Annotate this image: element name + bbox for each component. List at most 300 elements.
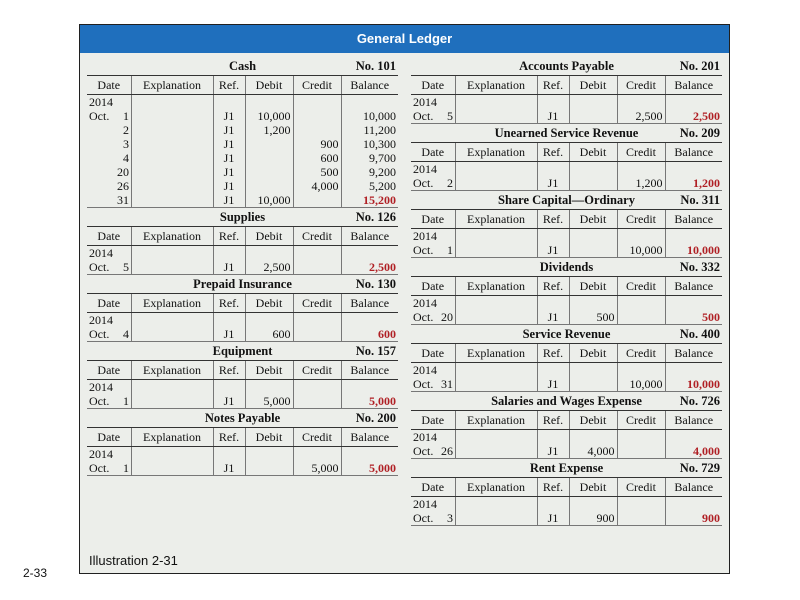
credit-cell — [617, 310, 665, 325]
empty-cell — [537, 229, 569, 244]
column-header: Ref. — [537, 478, 569, 497]
empty-cell — [569, 363, 617, 378]
credit-cell: 10,000 — [617, 243, 665, 258]
account-name: Equipment — [212, 344, 273, 358]
year-row — [411, 162, 722, 177]
empty-cell — [341, 95, 398, 110]
column-header: Debit — [245, 227, 293, 246]
column-header: Date — [87, 428, 131, 447]
debit-cell: 10,000 — [245, 193, 293, 208]
explanation-cell — [131, 260, 213, 275]
explanation-cell — [455, 109, 537, 124]
ref-cell: J1 — [213, 193, 245, 208]
column-header: Balance — [341, 428, 398, 447]
year-row — [87, 380, 398, 395]
debit-cell: 900 — [569, 511, 617, 526]
ref-cell: J1 — [537, 444, 569, 459]
explanation-cell — [455, 243, 537, 258]
ledger-entry-row — [411, 377, 722, 392]
column-header: Ref. — [537, 277, 569, 296]
year-row — [411, 229, 722, 244]
date-day: 20 — [441, 310, 453, 324]
account-name: Rent Expense — [529, 461, 604, 475]
credit-cell: 1,200 — [617, 176, 665, 191]
account-header — [87, 208, 398, 226]
account-table — [411, 410, 722, 459]
ledger-account — [87, 57, 398, 208]
ledger-account — [411, 124, 722, 191]
ledger-account — [411, 258, 722, 325]
empty-cell — [245, 380, 293, 395]
date-day: 1 — [123, 394, 129, 408]
credit-cell: 5,000 — [293, 461, 341, 476]
ref-cell: J1 — [537, 377, 569, 392]
ledger-entry-row — [87, 123, 398, 137]
column-header: Ref. — [537, 411, 569, 430]
empty-cell — [213, 313, 245, 328]
credit-cell: 2,500 — [617, 109, 665, 124]
column-header: Date — [411, 143, 455, 162]
empty-cell — [455, 363, 537, 378]
empty-cell — [131, 447, 213, 462]
year-row — [87, 313, 398, 328]
date-day: 26 — [117, 179, 129, 193]
date-month: Oct. — [89, 461, 110, 475]
column-header: Balance — [341, 361, 398, 380]
account-table — [411, 209, 722, 258]
column-header: Ref. — [213, 294, 245, 313]
empty-cell — [665, 363, 722, 378]
balance-cell: 2,500 — [665, 109, 722, 124]
date-month: Oct. — [413, 109, 434, 123]
column-header: Debit — [245, 76, 293, 95]
column-header-row — [411, 76, 722, 95]
column-header: Debit — [569, 411, 617, 430]
column-header: Credit — [617, 76, 665, 95]
empty-cell — [341, 447, 398, 462]
account-name: Cash — [228, 59, 257, 73]
column-header: Ref. — [213, 361, 245, 380]
column-header: Balance — [665, 344, 722, 363]
empty-cell — [293, 95, 341, 110]
year-cell: 2014 — [413, 497, 437, 511]
column-header: Explanation — [455, 344, 537, 363]
ledger-entry-row — [87, 137, 398, 151]
column-header-row — [411, 411, 722, 430]
empty-cell — [341, 246, 398, 261]
column-header: Debit — [245, 361, 293, 380]
empty-cell — [455, 162, 537, 177]
ledger-account — [411, 191, 722, 258]
ref-cell: J1 — [537, 243, 569, 258]
empty-cell — [569, 229, 617, 244]
column-header: Explanation — [131, 428, 213, 447]
empty-cell — [131, 246, 213, 261]
explanation-cell — [455, 511, 537, 526]
column-header: Credit — [617, 478, 665, 497]
empty-cell — [617, 497, 665, 512]
balance-cell: 5,000 — [341, 461, 398, 476]
date-month: Oct. — [413, 511, 434, 525]
empty-cell — [665, 296, 722, 311]
column-header: Balance — [665, 277, 722, 296]
year-row — [411, 95, 722, 110]
column-header: Balance — [665, 210, 722, 229]
column-header: Explanation — [131, 76, 213, 95]
left-accounts-column — [87, 57, 398, 476]
empty-cell — [665, 162, 722, 177]
ref-cell: J1 — [537, 310, 569, 325]
empty-cell — [537, 497, 569, 512]
date-cell — [411, 511, 455, 526]
column-header: Date — [411, 277, 455, 296]
column-header: Credit — [617, 277, 665, 296]
date-cell — [411, 109, 455, 124]
empty-cell — [617, 296, 665, 311]
column-header: Explanation — [455, 210, 537, 229]
empty-cell — [293, 447, 341, 462]
column-header: Debit — [245, 428, 293, 447]
empty-cell — [293, 313, 341, 328]
column-header: Explanation — [455, 478, 537, 497]
date-month: Oct. — [89, 260, 110, 274]
explanation-cell — [131, 137, 213, 151]
date-day: 1 — [123, 461, 129, 475]
column-header: Debit — [569, 478, 617, 497]
empty-cell — [245, 246, 293, 261]
column-header: Explanation — [455, 277, 537, 296]
ref-cell: J1 — [213, 165, 245, 179]
date-month: Oct. — [413, 310, 434, 324]
date-cell — [87, 260, 131, 275]
year-row — [411, 363, 722, 378]
ref-cell: J1 — [213, 109, 245, 123]
balance-cell: 5,200 — [341, 179, 398, 193]
ledger-account — [411, 325, 722, 392]
column-header: Credit — [293, 361, 341, 380]
account-table — [411, 477, 722, 526]
ledger-entry-row — [87, 394, 398, 409]
ledger-entry-row — [87, 165, 398, 179]
column-header-row — [411, 478, 722, 497]
balance-cell: 4,000 — [665, 444, 722, 459]
column-header: Balance — [341, 294, 398, 313]
column-header: Explanation — [131, 361, 213, 380]
column-header: Balance — [665, 411, 722, 430]
empty-cell — [455, 229, 537, 244]
ledger-entry-row — [87, 151, 398, 165]
ledger-entry-row — [87, 193, 398, 208]
ledger-account — [87, 208, 398, 275]
account-number: No. 157 — [355, 344, 396, 358]
column-header: Credit — [293, 227, 341, 246]
year-cell: 2014 — [413, 430, 437, 444]
date-day: 2 — [123, 123, 129, 137]
column-header-row — [411, 344, 722, 363]
credit-cell: 10,000 — [617, 377, 665, 392]
year-row — [411, 430, 722, 445]
column-header: Debit — [569, 277, 617, 296]
column-header: Ref. — [213, 428, 245, 447]
column-header: Debit — [569, 76, 617, 95]
empty-cell — [131, 380, 213, 395]
explanation-cell — [131, 123, 213, 137]
date-day: 4 — [123, 327, 129, 341]
column-header: Explanation — [131, 294, 213, 313]
empty-cell — [293, 380, 341, 395]
ledger-account — [87, 409, 398, 476]
account-table — [411, 343, 722, 392]
account-header — [411, 258, 722, 276]
empty-cell — [245, 313, 293, 328]
balance-cell: 15,200 — [341, 193, 398, 208]
date-cell — [87, 394, 131, 409]
empty-cell — [617, 229, 665, 244]
empty-cell — [455, 296, 537, 311]
year-cell: 2014 — [89, 246, 113, 260]
empty-cell — [131, 95, 213, 110]
column-header-row — [411, 210, 722, 229]
empty-cell — [131, 313, 213, 328]
balance-cell: 600 — [341, 327, 398, 342]
column-header: Date — [411, 76, 455, 95]
right-accounts-column — [411, 57, 722, 526]
empty-cell — [569, 296, 617, 311]
ref-cell: J1 — [213, 137, 245, 151]
column-header: Date — [87, 227, 131, 246]
debit-cell — [569, 176, 617, 191]
empty-cell — [665, 497, 722, 512]
empty-cell — [293, 246, 341, 261]
account-number: No. 201 — [679, 59, 720, 73]
balance-cell: 1,200 — [665, 176, 722, 191]
column-header: Credit — [293, 76, 341, 95]
year-row — [411, 296, 722, 311]
column-header-row — [411, 277, 722, 296]
debit-cell: 4,000 — [569, 444, 617, 459]
explanation-cell — [131, 394, 213, 409]
empty-cell — [213, 380, 245, 395]
date-cell — [411, 310, 455, 325]
date-cell — [87, 461, 131, 476]
date-cell — [411, 176, 455, 191]
explanation-cell — [131, 327, 213, 342]
empty-cell — [213, 246, 245, 261]
column-header-row — [87, 361, 398, 380]
debit-cell — [245, 461, 293, 476]
balance-cell: 10,000 — [341, 109, 398, 123]
ref-cell: J1 — [213, 123, 245, 137]
date-month: Oct. — [89, 394, 110, 408]
empty-cell — [665, 229, 722, 244]
balance-cell: 5,000 — [341, 394, 398, 409]
ledger-entry-row — [411, 310, 722, 325]
empty-cell — [213, 95, 245, 110]
ref-cell: J1 — [213, 179, 245, 193]
balance-cell: 500 — [665, 310, 722, 325]
account-header — [87, 342, 398, 360]
date-cell — [87, 151, 131, 165]
empty-cell — [569, 95, 617, 110]
explanation-cell — [131, 193, 213, 208]
debit-cell: 2,500 — [245, 260, 293, 275]
date-day: 5 — [123, 260, 129, 274]
empty-cell — [569, 497, 617, 512]
column-header: Balance — [665, 143, 722, 162]
ref-cell: J1 — [213, 260, 245, 275]
explanation-cell — [455, 377, 537, 392]
column-header: Ref. — [213, 227, 245, 246]
account-name: Unearned Service Revenue — [494, 126, 639, 140]
account-header — [411, 57, 722, 75]
credit-cell — [293, 260, 341, 275]
debit-cell — [569, 377, 617, 392]
account-table — [87, 226, 398, 275]
empty-cell — [665, 95, 722, 110]
empty-cell — [455, 95, 537, 110]
ledger-entry-row — [411, 511, 722, 526]
year-row — [87, 246, 398, 261]
empty-cell — [341, 380, 398, 395]
ledger-account — [411, 392, 722, 459]
account-number: No. 729 — [679, 461, 720, 475]
column-header: Date — [87, 294, 131, 313]
date-day: 1 — [123, 109, 129, 123]
year-cell: 2014 — [89, 447, 113, 461]
column-header: Credit — [293, 428, 341, 447]
year-row — [411, 497, 722, 512]
date-day: 3 — [123, 137, 129, 151]
explanation-cell — [131, 109, 213, 123]
column-header: Date — [411, 344, 455, 363]
account-name: Notes Payable — [204, 411, 281, 425]
empty-cell — [455, 430, 537, 445]
account-header — [411, 191, 722, 209]
date-day: 5 — [447, 109, 453, 123]
ref-cell: J1 — [213, 327, 245, 342]
balance-cell: 11,200 — [341, 123, 398, 137]
account-name: Supplies — [219, 210, 266, 224]
date-day: 2 — [447, 176, 453, 190]
balance-cell: 10,000 — [665, 243, 722, 258]
column-header: Credit — [617, 210, 665, 229]
account-name: Share Capital—Ordinary — [498, 193, 635, 207]
column-header-row — [87, 428, 398, 447]
column-header: Explanation — [131, 227, 213, 246]
column-header: Credit — [293, 294, 341, 313]
account-number: No. 311 — [680, 193, 720, 207]
account-header — [411, 392, 722, 410]
account-number: No. 332 — [679, 260, 720, 274]
year-cell: 2014 — [413, 296, 437, 310]
empty-cell — [617, 363, 665, 378]
empty-cell — [341, 313, 398, 328]
year-cell: 2014 — [413, 95, 437, 109]
date-cell — [87, 137, 131, 151]
column-header-row — [87, 76, 398, 95]
debit-cell: 600 — [245, 327, 293, 342]
ledger-entry-row — [87, 109, 398, 123]
ledger-entry-row — [87, 461, 398, 476]
date-month: Oct. — [89, 109, 110, 123]
explanation-cell — [455, 444, 537, 459]
ref-cell: J1 — [537, 109, 569, 124]
column-header: Ref. — [537, 210, 569, 229]
column-header-row — [87, 227, 398, 246]
debit-cell — [245, 165, 293, 179]
general-ledger — [79, 24, 730, 574]
empty-cell — [537, 363, 569, 378]
ledger-entry-row — [411, 109, 722, 124]
column-header-row — [411, 143, 722, 162]
balance-cell: 10,300 — [341, 137, 398, 151]
account-table — [411, 276, 722, 325]
year-cell: 2014 — [89, 95, 113, 109]
account-table — [87, 360, 398, 409]
column-header-row — [87, 294, 398, 313]
ref-cell: J1 — [213, 461, 245, 476]
date-cell — [411, 377, 455, 392]
illustration-label: Illustration 2-31 — [89, 553, 178, 568]
date-month: Oct. — [413, 377, 434, 391]
account-name: Accounts Payable — [519, 59, 614, 73]
ledger-entry-row — [87, 327, 398, 342]
column-header: Balance — [665, 478, 722, 497]
column-header: Explanation — [455, 143, 537, 162]
debit-cell: 10,000 — [245, 109, 293, 123]
date-cell — [87, 165, 131, 179]
account-name: Salaries and Wages Expense — [491, 394, 642, 408]
account-number: No. 101 — [355, 59, 396, 73]
date-cell — [87, 123, 131, 137]
account-header — [87, 275, 398, 293]
account-header — [87, 57, 398, 75]
date-cell — [87, 109, 131, 123]
empty-cell — [569, 162, 617, 177]
explanation-cell — [131, 165, 213, 179]
ledger-account — [411, 57, 722, 124]
account-table — [411, 75, 722, 124]
column-header: Ref. — [537, 76, 569, 95]
account-number: No. 400 — [679, 327, 720, 341]
credit-cell — [293, 123, 341, 137]
credit-cell — [293, 193, 341, 208]
debit-cell — [569, 109, 617, 124]
date-month: Oct. — [89, 327, 110, 341]
account-header — [411, 124, 722, 142]
account-number: No. 130 — [355, 277, 396, 291]
balance-cell: 900 — [665, 511, 722, 526]
empty-cell — [537, 162, 569, 177]
column-header: Balance — [341, 227, 398, 246]
year-cell: 2014 — [89, 380, 113, 394]
empty-cell — [617, 95, 665, 110]
empty-cell — [245, 95, 293, 110]
explanation-cell — [131, 151, 213, 165]
column-header: Explanation — [455, 76, 537, 95]
date-month: Oct. — [413, 176, 434, 190]
date-day: 26 — [441, 444, 453, 458]
column-header: Credit — [617, 344, 665, 363]
empty-cell — [537, 430, 569, 445]
ledger-entry-row — [411, 176, 722, 191]
ledger-account — [411, 459, 722, 526]
account-number: No. 126 — [355, 210, 396, 224]
date-day: 1 — [447, 243, 453, 257]
account-number: No. 726 — [679, 394, 720, 408]
explanation-cell — [455, 310, 537, 325]
account-table — [411, 142, 722, 191]
